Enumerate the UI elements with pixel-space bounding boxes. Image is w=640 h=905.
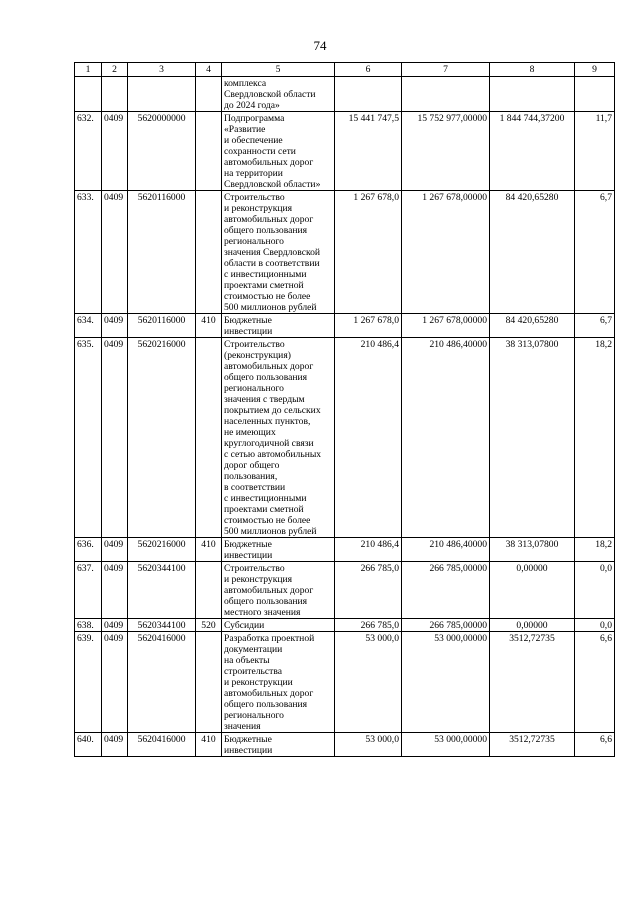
cell-item-name: Подпрограмма «Развитие и обеспечение сохранности сети автомобильных дорог на территории Свердловской области» [222, 112, 335, 191]
cell-execution-percent: 6,7 [575, 191, 615, 314]
cell-target-article-code: 5620344100 [128, 562, 196, 619]
page-number: 74 [313, 38, 327, 53]
cell-planned-amount: 15 441 747,5 [335, 112, 402, 191]
column-header-7: 7 [402, 63, 490, 77]
cell-expense-type-code: 410 [196, 733, 222, 757]
cell-item-name: Бюджетные инвестиции [222, 538, 335, 562]
cell-approved-amount: 1 267 678,00000 [402, 314, 490, 338]
cell-expense-type-code [196, 77, 222, 112]
cell-target-article-code: 5620344100 [128, 619, 196, 632]
table-row [75, 733, 615, 757]
cell-section-code [102, 77, 128, 112]
cell-section-code: 0409 [102, 314, 128, 338]
cell-item-name: Субсидии [222, 619, 335, 632]
cell-row-number: 633. [75, 191, 102, 314]
cell-target-article-code: 5620416000 [128, 632, 196, 733]
cell-planned-amount: 53 000,0 [335, 632, 402, 733]
cell-section-code: 0409 [102, 338, 128, 538]
cell-row-number [75, 77, 102, 112]
cell-approved-amount: 53 000,00000 [402, 733, 490, 757]
budget-table [74, 62, 615, 757]
column-header-3: 3 [128, 63, 196, 77]
cell-item-name: Бюджетные инвестиции [222, 314, 335, 338]
cell-expense-type-code: 520 [196, 619, 222, 632]
cell-approved-amount: 53 000,00000 [402, 632, 490, 733]
cell-item-name: комплекса Свердловской области до 2024 года» [222, 77, 335, 112]
cell-target-article-code: 5620216000 [128, 538, 196, 562]
cell-section-code: 0409 [102, 619, 128, 632]
column-header-2: 2 [102, 63, 128, 77]
cell-approved-amount: 210 486,40000 [402, 338, 490, 538]
table-row [75, 338, 615, 538]
cell-executed-amount: 38 313,07800 [490, 538, 575, 562]
cell-item-name: Строительство и реконструкция автомобильных дорог общего пользования регионального значения Свердловской области в соответствии с инвестиционными проектами сметной стоимостью не более 500 миллионов рублей [222, 191, 335, 314]
cell-item-name: Бюджетные инвестиции [222, 733, 335, 757]
cell-execution-percent: 6,6 [575, 733, 615, 757]
cell-execution-percent: 0,0 [575, 619, 615, 632]
cell-execution-percent: 6,7 [575, 314, 615, 338]
cell-item-name: Разработка проектной документации на объекты строительства и реконструкции автомобильных дорог общего пользования регионального значения [222, 632, 335, 733]
cell-row-number: 636. [75, 538, 102, 562]
cell-executed-amount: 1 844 744,37200 [490, 112, 575, 191]
cell-section-code: 0409 [102, 632, 128, 733]
cell-expense-type-code [196, 562, 222, 619]
cell-approved-amount: 1 267 678,00000 [402, 191, 490, 314]
table-row [75, 632, 615, 733]
cell-execution-percent: 18,2 [575, 538, 615, 562]
cell-executed-amount [490, 77, 575, 112]
cell-row-number: 632. [75, 112, 102, 191]
cell-section-code: 0409 [102, 733, 128, 757]
cell-row-number: 635. [75, 338, 102, 538]
cell-executed-amount: 3512,72735 [490, 733, 575, 757]
cell-target-article-code: 5620216000 [128, 338, 196, 538]
column-header-5: 5 [222, 63, 335, 77]
cell-approved-amount: 210 486,40000 [402, 538, 490, 562]
cell-executed-amount: 84 420,65280 [490, 314, 575, 338]
cell-target-article-code: 5620116000 [128, 314, 196, 338]
table-header-row [75, 63, 615, 77]
cell-planned-amount: 1 267 678,0 [335, 191, 402, 314]
table-row [75, 562, 615, 619]
cell-expense-type-code: 410 [196, 314, 222, 338]
cell-planned-amount: 210 486,4 [335, 338, 402, 538]
cell-execution-percent: 0,0 [575, 562, 615, 619]
cell-expense-type-code [196, 632, 222, 733]
column-header-6: 6 [335, 63, 402, 77]
column-header-8: 8 [490, 63, 575, 77]
cell-item-name: Строительство (реконструкция) автомобильных дорог общего пользования регионального значения с твердым покрытием до сельских населенных пунктов, не имеющих круглогодичной связи с сетью автомобильных дорог общего пользования, в соответствии с инвестиционными проектами сметной стоимостью не более 500 миллионов рублей [222, 338, 335, 538]
cell-row-number: 638. [75, 619, 102, 632]
cell-execution-percent: 18,2 [575, 338, 615, 538]
cell-executed-amount: 3512,72735 [490, 632, 575, 733]
cell-row-number: 634. [75, 314, 102, 338]
cell-expense-type-code [196, 112, 222, 191]
cell-execution-percent: 6,6 [575, 632, 615, 733]
cell-row-number: 640. [75, 733, 102, 757]
cell-section-code: 0409 [102, 562, 128, 619]
cell-planned-amount: 1 267 678,0 [335, 314, 402, 338]
cell-section-code: 0409 [102, 112, 128, 191]
cell-target-article-code: 5620000000 [128, 112, 196, 191]
cell-expense-type-code [196, 338, 222, 538]
cell-target-article-code: 5620116000 [128, 191, 196, 314]
table-row [75, 112, 615, 191]
column-header-1: 1 [75, 63, 102, 77]
table-row [75, 314, 615, 338]
table-row [75, 538, 615, 562]
cell-executed-amount: 84 420,65280 [490, 191, 575, 314]
cell-executed-amount: 0,00000 [490, 562, 575, 619]
cell-target-article-code: 5620416000 [128, 733, 196, 757]
cell-section-code: 0409 [102, 538, 128, 562]
cell-planned-amount [335, 77, 402, 112]
cell-approved-amount [402, 77, 490, 112]
cell-target-article-code [128, 77, 196, 112]
cell-row-number: 639. [75, 632, 102, 733]
cell-expense-type-code: 410 [196, 538, 222, 562]
cell-execution-percent: 11,7 [575, 112, 615, 191]
cell-planned-amount: 266 785,0 [335, 619, 402, 632]
cell-planned-amount: 210 486,4 [335, 538, 402, 562]
cell-execution-percent [575, 77, 615, 112]
table-row [75, 619, 615, 632]
table-row [75, 77, 615, 112]
column-header-4: 4 [196, 63, 222, 77]
table-row [75, 191, 615, 314]
cell-row-number: 637. [75, 562, 102, 619]
cell-executed-amount: 0,00000 [490, 619, 575, 632]
column-header-9: 9 [575, 63, 615, 77]
cell-executed-amount: 38 313,07800 [490, 338, 575, 538]
cell-planned-amount: 266 785,0 [335, 562, 402, 619]
cell-item-name: Строительство и реконструкция автомобильных дорог общего пользования местного значения [222, 562, 335, 619]
cell-section-code: 0409 [102, 191, 128, 314]
cell-planned-amount: 53 000,0 [335, 733, 402, 757]
cell-approved-amount: 15 752 977,00000 [402, 112, 490, 191]
cell-expense-type-code [196, 191, 222, 314]
cell-approved-amount: 266 785,00000 [402, 619, 490, 632]
cell-approved-amount: 266 785,00000 [402, 562, 490, 619]
